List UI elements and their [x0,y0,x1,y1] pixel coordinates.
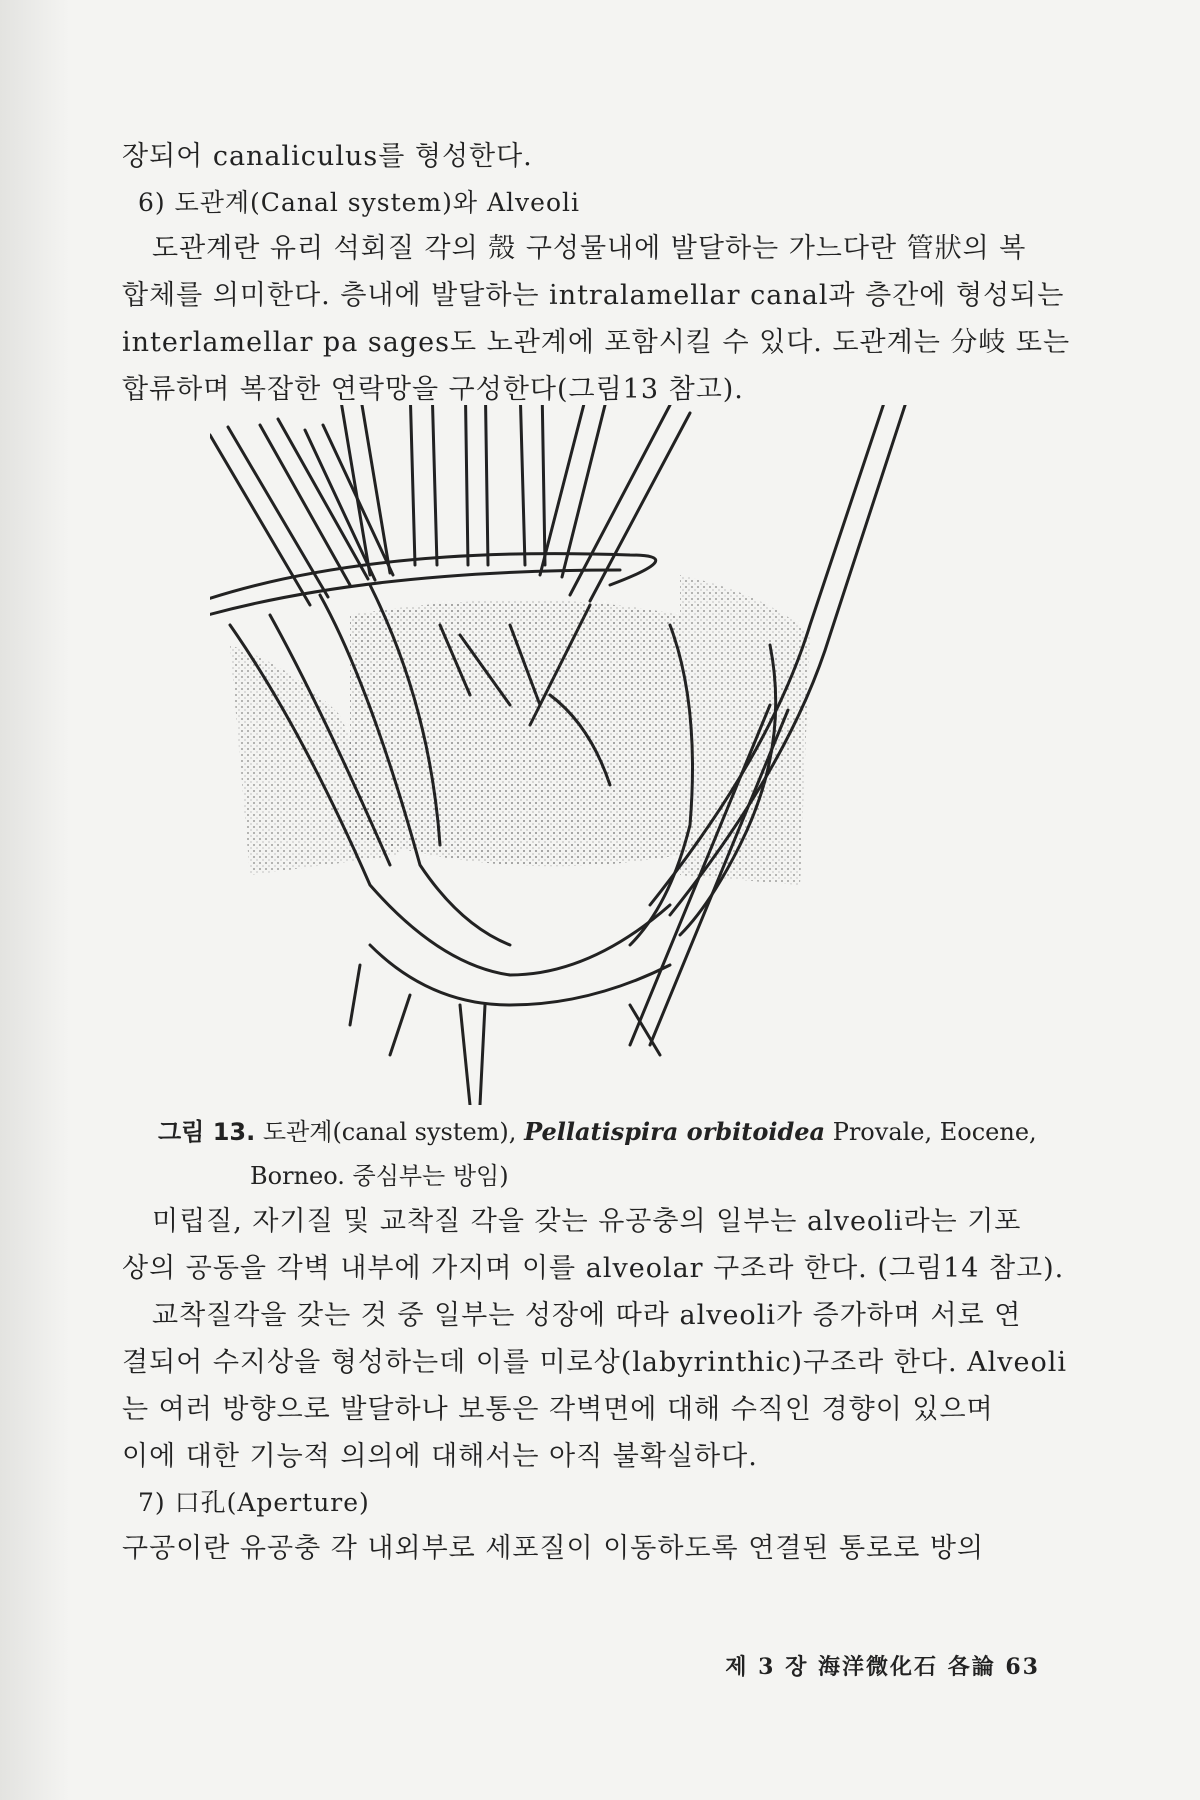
page-binding-shadow [0,0,70,1800]
text-line: 미립질, 자기질 및 교착질 각을 갖는 유공충의 일부는 alveoli라는 기포 [152,1206,1022,1237]
caption-line-2: Borneo. 중심부는 방임) [250,1162,509,1190]
text-line: 상의 공동을 각벽 내부에 가지며 이를 alveolar 구조라 한다. (그림14 참고). [122,1253,1065,1284]
figure-caption [158,1110,1058,1198]
paragraph-canal-system [122,133,1071,413]
text-line: 이에 대한 기능적 의의에 대해서는 아직 불확실하다. [122,1441,758,1472]
section-heading-aperture: 7) 口孔(Aperture) [138,1488,370,1517]
stippled-shell-region [230,575,810,885]
text-line: 장되어 canaliculus를 형성한다. [122,141,533,172]
caption-species: Pellatispira orbitoidea [524,1117,826,1146]
text-line: 는 여러 방향으로 발달하나 보통은 각벽면에 대해 수직인 경향이 있으며 [122,1394,994,1425]
text-line: 결되어 수지상을 형성하는데 이를 미로상(labyrinthic)구조라 한다. Alveoli [122,1347,1068,1378]
text-line: 교착질각을 갖는 것 중 일부는 성장에 따라 alveoli가 증가하며 서로 연 [152,1300,1022,1331]
canal-system-illustration [210,405,1050,1105]
section-heading-canal-system: 6) 도관계(Canal system)와 Alveoli [138,188,580,217]
text-line: 도관계란 유리 석회질 각의 殼 구성물내에 발달하는 가느다란 管狀의 복 [152,233,1027,264]
text-line: 합류하며 복잡한 연락망을 구성한다(그림13 참고). [122,374,744,405]
text-line: interlamellar pa sages도 노관계에 포함시킬 수 있다. 도관계는 分岐 또는 [122,327,1071,358]
page-footer: 제 3 장 海洋微化石 各論 63 [725,1654,1040,1680]
text-line: 구공이란 유공충 각 내외부로 세포질이 이동하도록 연결된 통로로 방의 [122,1533,985,1564]
caption-label: 그림 13. [158,1118,256,1146]
caption-text: 도관계(canal system), [262,1118,517,1146]
text-line: 합체를 의미한다. 층내에 발달하는 intralamellar canal과 층간에 형성되는 [122,280,1065,311]
paragraph-alveoli [122,1198,1068,1572]
caption-rest: Provale, Eocene, [832,1118,1037,1146]
